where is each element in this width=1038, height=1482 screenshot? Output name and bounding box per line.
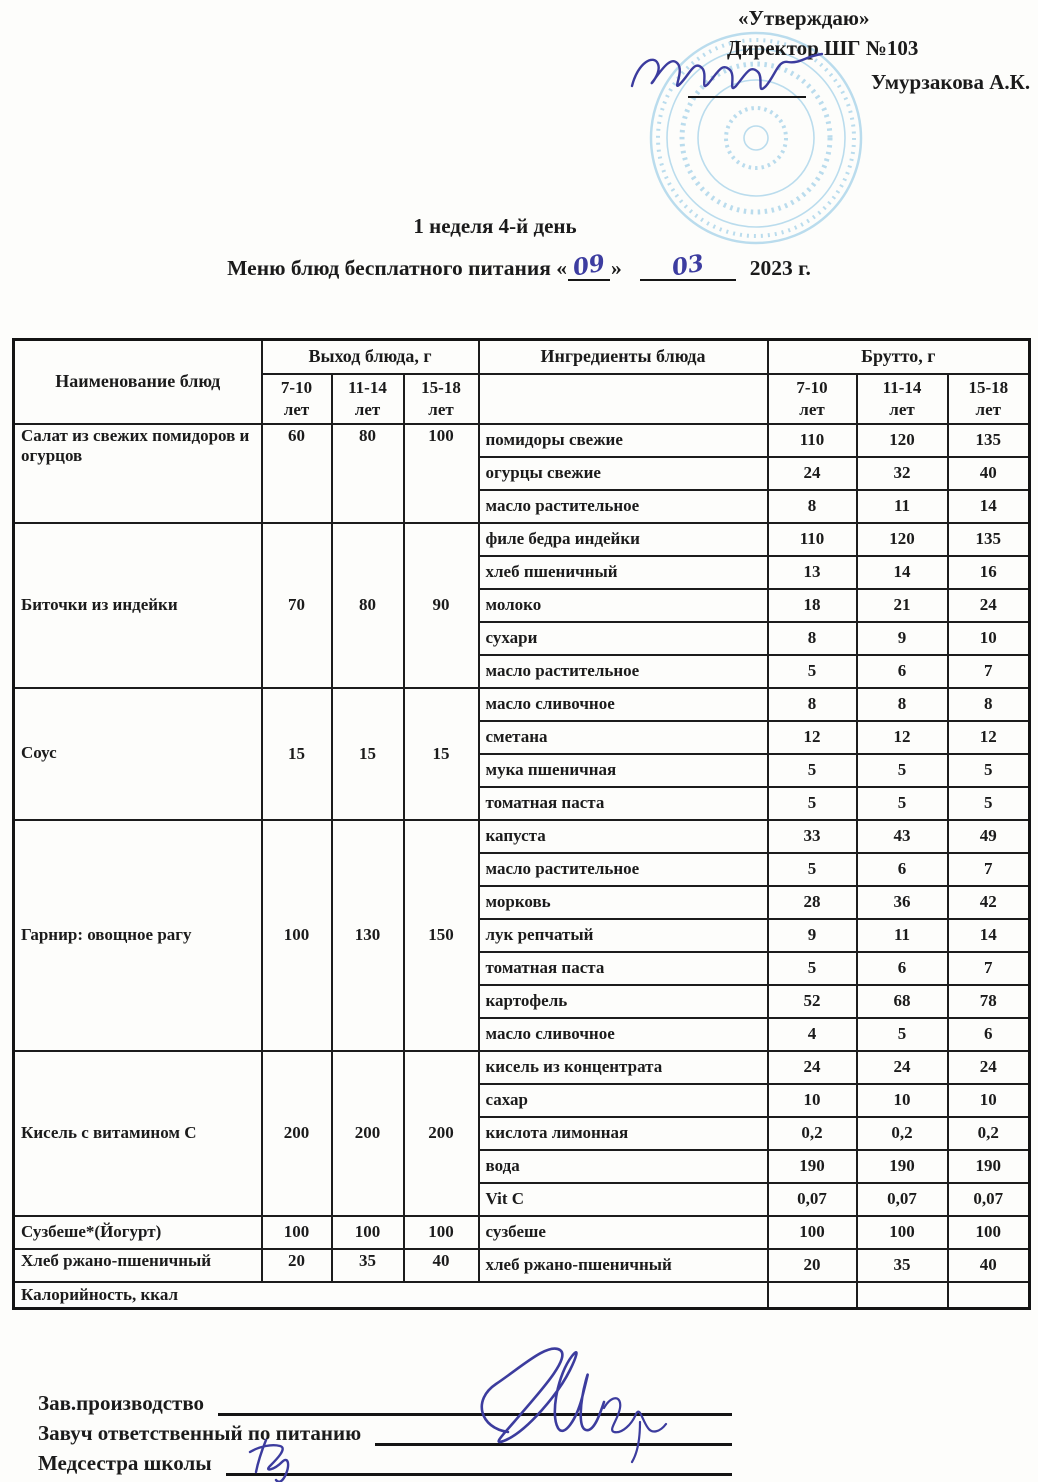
- gross-value-cell: 68: [857, 985, 948, 1018]
- output-value-cell: 40: [404, 1249, 479, 1282]
- approval-director-role: Директор ШГ №103: [727, 36, 919, 60]
- gross-value-cell: 0,2: [768, 1117, 857, 1150]
- col-header-gross: Брутто, г: [768, 340, 1030, 374]
- gross-value-cell: 0,07: [948, 1183, 1030, 1216]
- ingredient-name-cell: сухари: [479, 622, 768, 655]
- gross-value-cell: 120: [857, 523, 948, 556]
- ingredient-name-cell: капуста: [479, 820, 768, 853]
- ingredient-row: [14, 820, 1030, 853]
- table-header-row-1: [14, 340, 1030, 374]
- ingredient-name-cell: огурцы свежие: [479, 457, 768, 490]
- output-value-cell: 70: [262, 523, 332, 688]
- dish-name-cell: Соус: [14, 688, 262, 820]
- week-day-title: 1 неделя 4-й день: [413, 214, 577, 238]
- gross-value-cell: 14: [948, 490, 1030, 523]
- gross-value-cell: 6: [857, 655, 948, 688]
- gross-value-cell: 35: [857, 1249, 948, 1282]
- col-header-output: Выход блюда, г: [262, 340, 479, 374]
- ingredient-name-cell: сметана: [479, 721, 768, 754]
- gross-value-cell: 5: [857, 754, 948, 787]
- dish-name-cell: Салат из свежих помидоров и огурцов: [14, 424, 262, 523]
- col-header-ingredients-spacer: [479, 374, 768, 424]
- ingredient-name-cell: мука пшеничная: [479, 754, 768, 787]
- gross-value-cell: 40: [948, 1249, 1030, 1282]
- ingredient-row: [14, 523, 1030, 556]
- date-day-slot: [568, 249, 610, 282]
- gross-value-cell: 11: [857, 490, 948, 523]
- gross-value-cell: 18: [768, 589, 857, 622]
- gross-value-cell: 6: [857, 952, 948, 985]
- col-header-output-age-11-14: [332, 374, 404, 424]
- ingredient-name-cell: вода: [479, 1150, 768, 1183]
- gross-value-cell: 24: [948, 1051, 1030, 1084]
- ingredient-name-cell: масло сливочное: [479, 1018, 768, 1051]
- output-value-cell: 15: [404, 688, 479, 820]
- output-value-cell: 20: [262, 1249, 332, 1282]
- gross-value-cell: 5: [768, 952, 857, 985]
- gross-value-cell: 52: [768, 985, 857, 1018]
- menu-title-year: 2023 г.: [749, 256, 811, 280]
- gross-value-cell: 135: [948, 523, 1030, 556]
- dish-name-cell: Гарнир: овощное рагу: [14, 820, 262, 1051]
- gross-value-cell: 11: [857, 919, 948, 952]
- output-value-cell: 80: [332, 424, 404, 523]
- output-value-cell: 100: [262, 1216, 332, 1249]
- handwritten-day: 09: [570, 249, 608, 282]
- gross-value-cell: 24: [857, 1051, 948, 1084]
- col-header-gross-age-15-18: [948, 374, 1030, 424]
- ingredient-name-cell: масло сливочное: [479, 688, 768, 721]
- gross-value-cell: 0,07: [768, 1183, 857, 1216]
- ingredient-name-cell: Vit C: [479, 1183, 768, 1216]
- gross-value-cell: 5: [857, 1018, 948, 1051]
- gross-value-cell: 78: [948, 985, 1030, 1018]
- output-value-cell: 90: [404, 523, 479, 688]
- date-month-slot: [640, 249, 736, 282]
- gross-value-cell: 40: [948, 457, 1030, 490]
- menu-title-line: [0, 249, 1038, 282]
- ingredient-name-cell: масло растительное: [479, 490, 768, 523]
- age-range: 7-10: [796, 378, 828, 398]
- gross-value-cell: 8: [948, 688, 1030, 721]
- gross-value-cell: 8: [768, 622, 857, 655]
- gross-value-cell: 5: [768, 787, 857, 820]
- gross-value-cell: 10: [948, 622, 1030, 655]
- gross-value-cell: 16: [948, 556, 1030, 589]
- gross-value-cell: 8: [857, 688, 948, 721]
- gross-value-cell: 7: [948, 655, 1030, 688]
- calories-label-cell: Калорийность, ккал: [14, 1282, 768, 1309]
- gross-value-cell: 190: [948, 1150, 1030, 1183]
- output-value-cell: 200: [404, 1051, 479, 1216]
- gross-value-cell: 5: [948, 787, 1030, 820]
- gross-value-cell: 135: [948, 424, 1030, 457]
- age-range: 15-18: [968, 378, 1009, 398]
- ingredient-name-cell: масло растительное: [479, 853, 768, 886]
- ingredient-name-cell: лук репчатый: [479, 919, 768, 952]
- ingredient-name-cell: картофель: [479, 985, 768, 1018]
- output-value-cell: 80: [332, 523, 404, 688]
- age-unit: лет: [799, 399, 825, 419]
- ingredient-row: [14, 1249, 1030, 1282]
- age-range: 11-14: [348, 378, 387, 398]
- output-value-cell: 15: [332, 688, 404, 820]
- gross-value-cell: 120: [857, 424, 948, 457]
- col-header-gross-age-11-14: [857, 374, 948, 424]
- gross-value-cell: 36: [857, 886, 948, 919]
- gross-value-cell: 5: [768, 655, 857, 688]
- gross-value-cell: 8: [768, 688, 857, 721]
- col-header-output-age-15-18: [404, 374, 479, 424]
- director-signature-icon: [628, 46, 828, 102]
- director-name: Умурзакова А.К.: [871, 70, 1031, 94]
- gross-value-cell: 10: [857, 1084, 948, 1117]
- age-range: 11-14: [882, 378, 922, 398]
- gross-value-cell: 100: [948, 1216, 1030, 1249]
- age-unit: лет: [975, 399, 1001, 419]
- gross-value-cell: 5: [768, 754, 857, 787]
- gross-value-cell: 7: [948, 853, 1030, 886]
- output-value-cell: 200: [262, 1051, 332, 1216]
- ingredient-name-cell: сахар: [479, 1084, 768, 1117]
- gross-value-cell: 12: [948, 721, 1030, 754]
- gross-value-cell: 5: [857, 787, 948, 820]
- output-value-cell: 100: [262, 820, 332, 1051]
- ingredient-name-cell: хлеб пшеничный: [479, 556, 768, 589]
- chef-signature-icon: [462, 1336, 682, 1468]
- nurse-signature-icon: [246, 1434, 310, 1482]
- ingredient-row: [14, 424, 1030, 457]
- age-range: 15-18: [421, 378, 461, 398]
- gross-value-cell: 10: [768, 1084, 857, 1117]
- dish-name-cell: Хлеб ржано-пшеничный: [14, 1249, 262, 1282]
- handwritten-month: 03: [669, 249, 706, 282]
- gross-value-cell: 14: [948, 919, 1030, 952]
- age-unit: лет: [889, 399, 915, 419]
- gross-value-cell: 100: [857, 1216, 948, 1249]
- gross-value-cell: 13: [768, 556, 857, 589]
- gross-value-cell: 24: [948, 589, 1030, 622]
- output-value-cell: 200: [332, 1051, 404, 1216]
- gross-value-cell: 10: [948, 1084, 1030, 1117]
- ingredient-name-cell: филе бедра индейки: [479, 523, 768, 556]
- age-unit: лет: [354, 399, 381, 419]
- gross-value-cell: 33: [768, 820, 857, 853]
- gross-value-cell: 42: [948, 886, 1030, 919]
- gross-value-cell: 21: [857, 589, 948, 622]
- gross-value-cell: 49: [948, 820, 1030, 853]
- output-value-cell: 100: [332, 1216, 404, 1249]
- calories-value-cell: [857, 1282, 948, 1309]
- output-value-cell: 15: [262, 688, 332, 820]
- gross-value-cell: 12: [768, 721, 857, 754]
- gross-value-cell: 28: [768, 886, 857, 919]
- gross-value-cell: 32: [857, 457, 948, 490]
- col-header-output-age-7-10: [262, 374, 332, 424]
- ingredient-name-cell: молоко: [479, 589, 768, 622]
- gross-value-cell: 100: [768, 1216, 857, 1249]
- gross-value-cell: 110: [768, 424, 857, 457]
- calories-value-cell: [948, 1282, 1030, 1309]
- gross-value-cell: 0,2: [948, 1117, 1030, 1150]
- approval-word: «Утверждаю»: [738, 6, 870, 30]
- menu-table: [12, 338, 1031, 1310]
- ingredient-name-cell: кислота лимонная: [479, 1117, 768, 1150]
- gross-value-cell: 20: [768, 1249, 857, 1282]
- gross-value-cell: 0,07: [857, 1183, 948, 1216]
- gross-value-cell: 43: [857, 820, 948, 853]
- col-header-ingredients: Ингредиенты блюда: [479, 340, 768, 374]
- col-header-gross-age-7-10: [768, 374, 857, 424]
- gross-value-cell: 4: [768, 1018, 857, 1051]
- output-value-cell: 35: [332, 1249, 404, 1282]
- gross-value-cell: 5: [768, 853, 857, 886]
- menu-title-prefix: Меню блюд бесплатного питания «: [227, 256, 568, 280]
- ingredient-name-cell: хлеб ржано-пшеничный: [479, 1249, 768, 1282]
- output-value-cell: 130: [332, 820, 404, 1051]
- gross-value-cell: 9: [768, 919, 857, 952]
- age-unit: лет: [283, 399, 310, 419]
- age-unit: лет: [428, 399, 454, 419]
- output-value-cell: 60: [262, 424, 332, 523]
- dish-name-cell: Биточки из индейки: [14, 523, 262, 688]
- ingredient-name-cell: морковь: [479, 886, 768, 919]
- dish-name-cell: Кисель с витамином С: [14, 1051, 262, 1216]
- menu-title-close-quote: »: [611, 256, 622, 280]
- ingredient-name-cell: помидоры свежие: [479, 424, 768, 457]
- gross-value-cell: 24: [768, 457, 857, 490]
- gross-value-cell: 0,2: [857, 1117, 948, 1150]
- gross-value-cell: 9: [857, 622, 948, 655]
- nurse-label: Медсестра школы: [38, 1451, 212, 1475]
- gross-value-cell: 190: [768, 1150, 857, 1183]
- gross-value-cell: 7: [948, 952, 1030, 985]
- calories-value-cell: [768, 1282, 857, 1309]
- gross-value-cell: 110: [768, 523, 857, 556]
- gross-value-cell: 6: [857, 853, 948, 886]
- gross-value-cell: 24: [768, 1051, 857, 1084]
- output-value-cell: 150: [404, 820, 479, 1051]
- gross-value-cell: 8: [768, 490, 857, 523]
- col-header-dish: Наименование блюд: [14, 340, 262, 424]
- gross-value-cell: 5: [948, 754, 1030, 787]
- deputy-label: Завуч ответственный по питанию: [38, 1421, 362, 1445]
- ingredient-name-cell: масло растительное: [479, 655, 768, 688]
- ingredient-row: [14, 688, 1030, 721]
- gross-value-cell: 14: [857, 556, 948, 589]
- dish-name-cell: Сузбеше*(Йогурт): [14, 1216, 262, 1249]
- ingredient-row: [14, 1216, 1030, 1249]
- gross-value-cell: 190: [857, 1150, 948, 1183]
- output-value-cell: 100: [404, 1216, 479, 1249]
- ingredient-name-cell: кисель из концентрата: [479, 1051, 768, 1084]
- ingredient-row: [14, 1051, 1030, 1084]
- calories-row: [14, 1282, 1030, 1309]
- ingredient-name-cell: томатная паста: [479, 787, 768, 820]
- ingredient-name-cell: сузбеше: [479, 1216, 768, 1249]
- gross-value-cell: 6: [948, 1018, 1030, 1051]
- gross-value-cell: 12: [857, 721, 948, 754]
- chef-label: Зав.производство: [38, 1391, 205, 1415]
- output-value-cell: 100: [404, 424, 479, 523]
- age-range: 7-10: [280, 378, 313, 398]
- ingredient-name-cell: томатная паста: [479, 952, 768, 985]
